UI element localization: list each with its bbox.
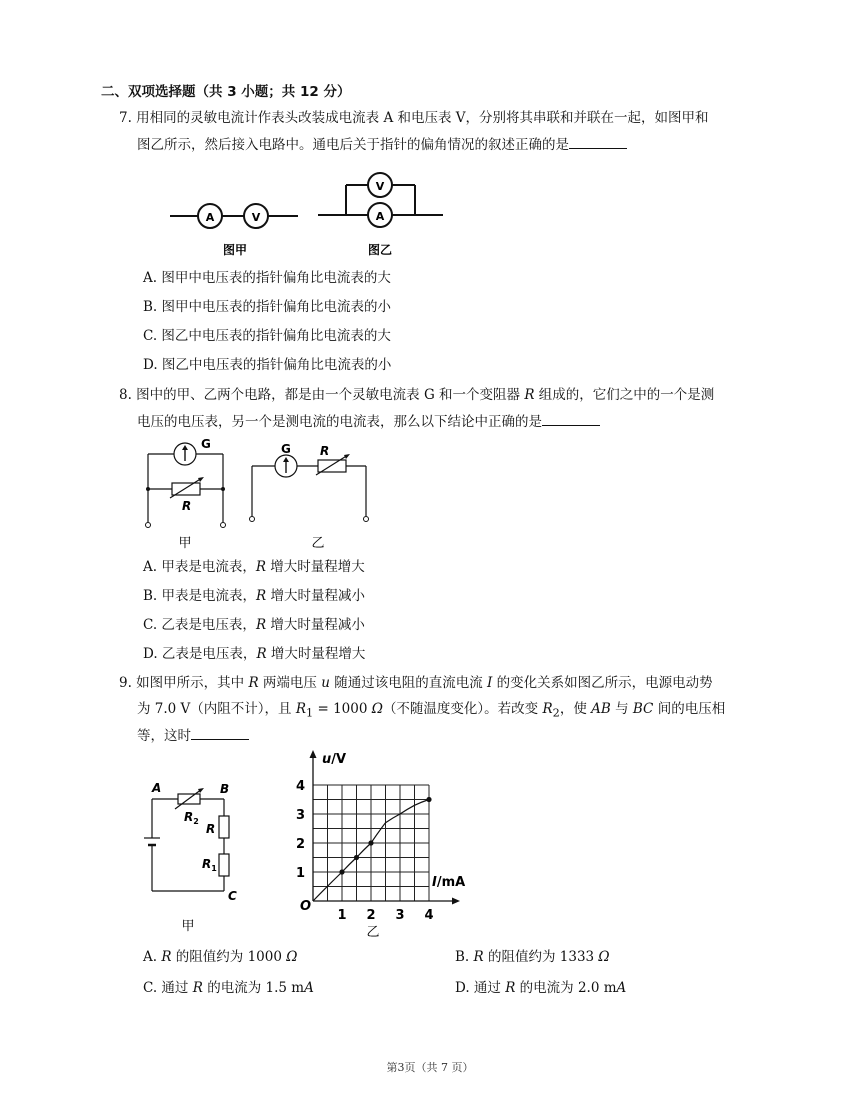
y-tick-label: 1: [295, 866, 305, 881]
rheostat-symbol: [318, 460, 346, 472]
fig-jia-caption: 图甲: [222, 243, 248, 257]
option-text: 的阻值约为 1000: [171, 949, 287, 965]
option-text: B.: [455, 949, 474, 965]
var-r: R: [248, 675, 259, 691]
r-resistor-symbol: [219, 816, 229, 838]
r1-resistor-symbol: [219, 854, 229, 876]
unit: A: [304, 980, 314, 996]
q9-stem-line1: [119, 673, 713, 693]
var-r: R: [161, 949, 172, 965]
q9-stem-text: （不随温度变化）。若改变: [382, 701, 543, 717]
unit: Ω: [286, 949, 298, 965]
y-tick-label: 3: [295, 808, 305, 823]
var-i: I: [487, 675, 493, 691]
rheostat-symbol: [172, 483, 200, 495]
fig-yi-caption: 图乙: [367, 243, 393, 257]
option-text: 增大时量程减小: [266, 617, 365, 633]
q8-option-b[interactable]: [143, 586, 365, 606]
var-r: R: [256, 588, 267, 604]
q9-stem-text: 两端电压: [258, 675, 322, 691]
data-point: [426, 797, 431, 802]
answer-blank[interactable]: [569, 134, 627, 149]
ammeter-label: A: [375, 210, 385, 223]
x-axis-arrow: [452, 898, 460, 905]
var-r2: R: [542, 701, 553, 717]
node-a-label: A: [152, 781, 162, 795]
q9-stem-text: 的变化关系如图乙所示，电源电动势: [492, 675, 713, 691]
q7-option-c[interactable]: C. 图乙中电压表的指针偏角比电流表的大: [143, 328, 391, 344]
rheostat-label: R: [182, 499, 192, 513]
fig-jia-caption: 甲: [178, 536, 192, 551]
page-footer: 第3页（共 7 页）: [386, 1061, 474, 1074]
var-r1: R: [295, 701, 307, 717]
subscript: 2: [552, 706, 560, 720]
var-r: R: [473, 949, 484, 965]
q8-stem-line2: [137, 411, 600, 432]
rheostat-label: R: [320, 444, 330, 458]
subscript: 1: [306, 706, 314, 720]
q8-stem-text: 组成的，它们之中的一个是测: [534, 387, 715, 403]
r-label: R: [206, 822, 216, 836]
fig-yi-galvanometer-series: [250, 442, 369, 551]
q9-stem-text: 等，这时: [137, 728, 191, 744]
q9-circuit-figure: [140, 776, 250, 936]
y-axis-arrow: [310, 750, 317, 758]
node-b-label: B: [220, 782, 230, 796]
q8-option-d[interactable]: [143, 644, 365, 664]
x-tick-label: 2: [366, 908, 376, 923]
q9-option-c[interactable]: [143, 978, 314, 998]
y-tick-label: 2: [295, 837, 305, 852]
fig-yi-caption: 乙: [311, 536, 325, 551]
data-point: [339, 869, 344, 874]
option-text: 增大时量程增大: [266, 646, 366, 662]
var-r: R: [255, 559, 267, 575]
q7-option-d[interactable]: D. 图乙中电压表的指针偏角比电流表的小: [143, 357, 392, 373]
q8-stem-text: 电压的电压表，另一个是测电流的电流表，那么以下结论中正确的是: [137, 414, 542, 430]
fig-jia-galvanometer-parallel: [146, 437, 226, 551]
q9-ui-graph: [290, 748, 480, 944]
q9-option-b[interactable]: [455, 947, 610, 967]
fig-yi-parallel-circuit: [318, 173, 443, 257]
option-text: 的电流为 2.0 m: [515, 980, 617, 996]
fig-jia-caption: 甲: [181, 919, 195, 934]
q9-stem-text: 间的电压相: [653, 701, 726, 717]
fig-jia-series-circuit: [170, 204, 298, 257]
answer-blank[interactable]: [191, 725, 249, 740]
var-ab: AB: [591, 701, 611, 717]
x-tick-label: 4: [424, 908, 434, 923]
q9-stem-text: 随通过该电阻的直流电流: [329, 675, 488, 691]
option-text: 增大时量程增大: [266, 559, 365, 575]
option-text: C. 乙表是电压表，: [143, 617, 256, 633]
q7-figure: [160, 168, 460, 263]
q8-option-c[interactable]: [143, 615, 365, 635]
node-c-label: C: [228, 889, 237, 903]
q9-option-d[interactable]: [455, 978, 626, 998]
option-text: C. 通过: [143, 980, 193, 996]
option-text: 的阻值约为 1333: [483, 949, 599, 965]
q7-stem-line2: [137, 134, 627, 155]
var-r: R: [192, 980, 203, 996]
q9-stem-text: 9. 如图甲所示，其中: [119, 675, 249, 691]
answer-blank[interactable]: [542, 411, 600, 426]
q9-stem-line2: [137, 699, 725, 724]
unit: Ω: [598, 949, 610, 965]
unit: A: [616, 980, 627, 996]
data-point: [368, 840, 373, 845]
unit-ohm: Ω: [371, 701, 383, 717]
y-tick-label: 4: [295, 779, 305, 794]
q9-stem-line3: [137, 725, 249, 746]
x-axis-label: I/mA: [432, 875, 466, 890]
q7-option-a[interactable]: A. 图甲中电压表的指针偏角比电流表的大: [143, 270, 391, 286]
q8-figure: [138, 434, 388, 554]
option-text: D. 乙表是电压表，: [143, 646, 257, 662]
q7-stem-line1: 7. 用相同的灵敏电流计作表头改装成电流表 A 和电压表 V，分别将其串联和并联在一起，如图甲和: [119, 110, 709, 126]
x-tick-label: 1: [337, 908, 347, 923]
var-u: u: [321, 675, 330, 691]
var-r: R: [256, 646, 267, 662]
galvanometer-label: G: [201, 437, 211, 451]
option-text: 的电流为 1.5 m: [202, 980, 305, 996]
voltmeter-label: V: [251, 211, 261, 224]
q9-stem-text: ，使: [559, 701, 592, 717]
option-text: 增大时量程减小: [266, 588, 365, 604]
q8-option-a[interactable]: [143, 557, 365, 577]
var-r: R: [255, 617, 267, 633]
r2-label: $R_2$: [184, 810, 199, 826]
y-axis-label: u/V: [322, 752, 347, 767]
var-r: R: [505, 980, 516, 996]
voltmeter-label: V: [375, 180, 385, 193]
var-r: R: [524, 387, 535, 403]
q8-stem-text: 8. 图中的甲、乙两个电路，都是由一个灵敏电流表 G 和一个变阻器: [119, 387, 525, 403]
q9-stem-text: 为 7.0 V（内阻不计），且: [137, 701, 296, 717]
section-title: 二、双项选择题（共 3 小题；共 12 分）: [101, 84, 351, 100]
option-text: D. 通过: [455, 980, 506, 996]
q8-stem-line1: [119, 385, 714, 405]
q9-option-a[interactable]: [143, 947, 297, 967]
q7-stem-text: 图乙所示，然后接入电路中。通电后关于指针的偏角情况的叙述正确的是: [137, 137, 569, 153]
option-text: A. 甲表是电流表，: [143, 559, 256, 575]
x-tick-label: 3: [395, 908, 405, 923]
galvanometer-label: G: [281, 442, 291, 456]
data-point: [354, 855, 359, 860]
ammeter-label: A: [205, 211, 215, 224]
var-bc: BC: [632, 701, 654, 717]
q9-stem-text: = 1000: [313, 701, 372, 717]
option-text: A.: [143, 949, 162, 965]
q7-option-b[interactable]: B. 图甲中电压表的指针偏角比电流表的小: [143, 299, 392, 315]
origin-label: O: [300, 899, 312, 914]
q9-stem-text: 与: [610, 701, 633, 717]
r1-label: $R_1$: [202, 857, 217, 873]
option-text: B. 甲表是电流表，: [143, 588, 257, 604]
fig-yi-caption: 乙: [366, 925, 380, 940]
